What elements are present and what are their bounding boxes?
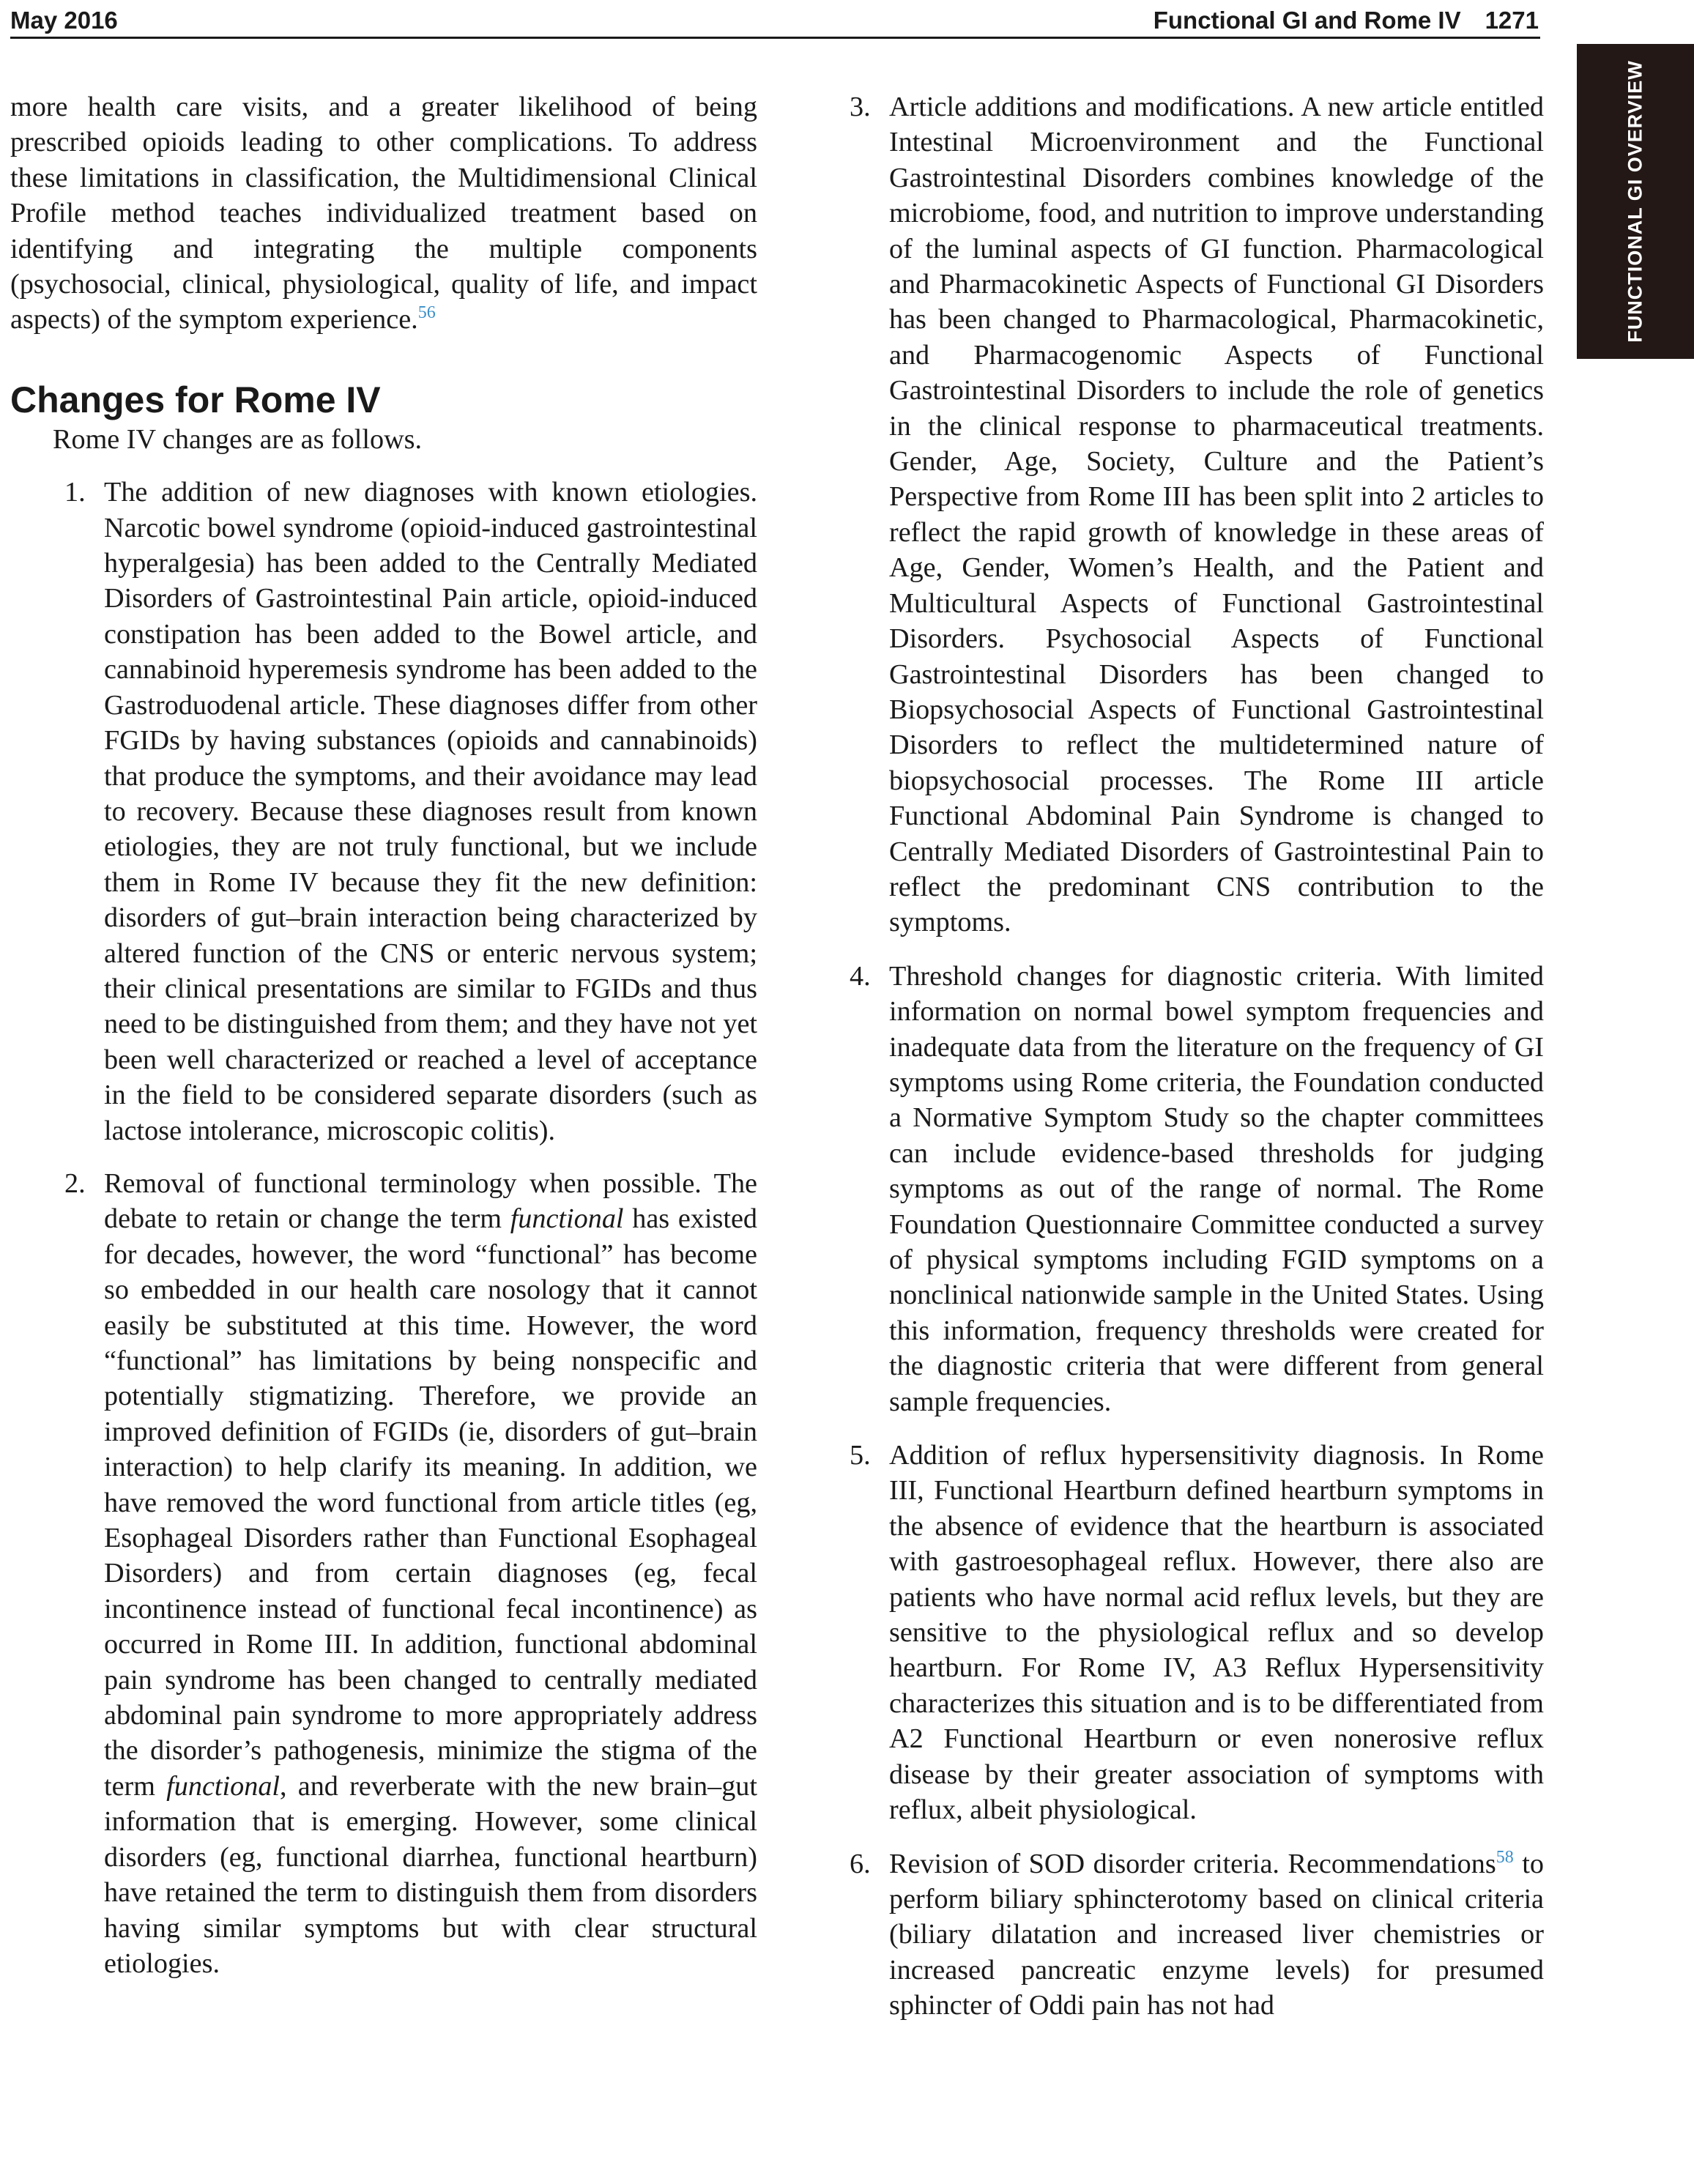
- reference-link[interactable]: 58: [1496, 1847, 1514, 1867]
- list-item-text: Revision of SOD disorder criteria. Recommendations$^{58}$ to perform biliary sphincterotomy based on clinical criteria (biliary dilatation and increased liver chemistries or increased pancreatic enzyme levels) for presumed sphincter of Oddi pain has not had: [889, 1847, 1544, 2021]
- section-side-tab: [1577, 44, 1694, 359]
- list-item-number: 4.: [850, 960, 871, 992]
- list-item-text: Article additions and modifications. A new article entitled Intestinal Microenvironment and the Functional Gastrointestinal Disorders combines knowledge of the microbiome, food, and nutrition to improve understanding of the luminal aspects of GI function. Pharmacological and Pharmacokinetic Aspects of Functional GI Disorders has been changed to Pharmacological, Pharmacokinetic, and Pharmacogenomic Aspects of Functional Gastrointestinal Disorders to include the role of genetics in the clinical response to pharmaceutical treatments. Gender, Age, Society, Culture and the Patient’s Perspective from Rome III has been split into 2 articles to reflect the rapid growth of knowledge in these areas of Age, Gender, Women’s Health, and the Patient and Multicultural Aspects of Functional Gastrointestinal Disorders. Psychosocial Aspects of Functional Gastrointestinal Disorders has been changed to Biopsychosocial Aspects of Functional Gastrointestinal Disorders to reflect the multidetermined nature of biopsychosocial processes. The Rome III article Functional Abdominal Pain Syndrome is changed to Centrally Mediated Disorders of Gastrointestinal Pain to reflect the predominant CNS contribution to the symptoms.: [889, 92, 1544, 938]
- reference-link[interactable]: 56: [417, 303, 436, 323]
- side-tab-label: FUNCTIONAL GI OVERVIEW: [1624, 60, 1646, 343]
- opening-paragraph: more health care visits, and a greater likelihood of being prescribed opioids leading to other complications. To address these limitations in classification, the Multidimensional Clinical Profile method teaches individualized treatment based on identifying and integrating the multiple components (psychosocial, clinical, physiological, quality of life, and impact aspects) of the symptom experience.$^{56}$: [10, 92, 757, 335]
- list-item: [850, 1846, 1544, 2024]
- section-intro: Rome IV changes are as follows.: [53, 423, 423, 455]
- list-item-number: 1.: [64, 477, 86, 508]
- list-item-text: The addition of new diagnoses with known etiologies. Narcotic bowel syndrome (opioid-induced gastrointestinal hyperalgesia) has been added to the Centrally Mediated Disorders of Gastrointestinal Pain article, opioid-induced constipation has been added to the Bowel article, and cannabinoid hyperemesis syndrome has been added to the Gastroduodenal article. These diagnoses differ from other FGIDs by having substances (opioids and cannabinoids) that produce the symptoms, and their avoidance may lead to recovery. Because these diagnoses result from known etiologies, they are not truly functional, but we include them in Rome IV because they fit the new definition: disorders of gut–brain interaction being characterized by altered function of the CNS or enteric nervous system; their clinical presentations are similar to FGIDs and thus need to be distinguished from them; and they have not yet been well characterized or reached a level of acceptance in the field to be considered separate disorders (such as lactose intolerance, microscopic colitis).: [104, 477, 757, 1146]
- list-item: [10, 1166, 757, 1981]
- emphasis-text: functional: [166, 1770, 281, 1802]
- header-journal-page: Functional GI and Rome IV 1271: [1153, 7, 1539, 34]
- changes-list: [10, 475, 757, 1981]
- list-item-text: Threshold changes for diagnostic criteria. With limited information on normal bowel symptom frequencies and inadequate data from the literature on the frequency of GI symptoms using Rome criteria, the Foundation conducted a Normative Symptom Study so the chapter committees can include evidence-based thresholds for judging symptoms as out of the range of normal. The Rome Foundation Questionnaire Committee conducted a survey of physical symptoms including FGID symptoms on a nonclinical nationwide sample in the United States. Using this information, frequency thresholds were created for the diagnostic criteria that were different from general sample frequencies.: [889, 960, 1544, 1417]
- list-item: [10, 475, 757, 1148]
- list-item: [850, 1438, 1544, 1827]
- list-item-number: 2.: [64, 1167, 86, 1199]
- list-item-number: 6.: [850, 1848, 871, 1879]
- running-head: [10, 4, 1540, 39]
- changes-list-continued: [850, 89, 1544, 2024]
- list-item: [850, 89, 1544, 940]
- left-column: [10, 89, 757, 1981]
- list-item: [850, 959, 1544, 1419]
- header-date: May 2016: [10, 7, 118, 34]
- section-heading: Changes for Rome IV: [10, 379, 381, 420]
- list-item-text: Addition of reflux hypersensitivity diagnosis. In Rome III, Functional Heartburn defined heartburn symptoms in the absence of evidence that the heartburn is associated with gastroesophageal reflux. However, there also are patients who have normal acid reflux levels, but they are sensitive to the physiological reflux and so develop heartburn. For Rome IV, A3 Reflux Hypersensitivity characterizes this situation and is to be differentiated from A2 Functional Heartburn or even nonerosive reflux disease by their greater association of symptoms with reflux, albeit physiological.: [889, 1440, 1544, 1826]
- list-item-number: 5.: [850, 1440, 871, 1471]
- emphasis-text: functional: [510, 1203, 624, 1235]
- right-column: [850, 89, 1544, 2042]
- list-item-number: 3.: [850, 92, 871, 122]
- list-item-text: Removal of functional terminology when possible. The debate to retain or change the term functional has existed for decades, however, the word “functional” has become so embedded in our health care nosology that it cannot easily be substituted at this time. However, the word “functional” has limitations by being nonspecific and potentially stigmatizing. Therefore, we provide an improved definition of FGIDs (ie, disorders of gut–brain interaction) to help clarify its meaning. In addition, we have removed the word functional from article titles (eg, Esophageal Disorders rather than Functional Esophageal Disorders) and from certain diagnoses (eg, fecal incontinence instead of functional fecal incontinence) as occurred in Rome III. In addition, functional abdominal pain syndrome has been changed to centrally mediated abdominal pain syndrome to more appropriately address the disorder’s pathogenesis, minimize the stigma of the term functional, and reverberate with the new brain–gut information that is emerging. However, some clinical disorders (eg, functional diarrhea, functional heartburn) have retained the term to distinguish them from disorders having similar symptoms but with clear structural etiologies.: [104, 1167, 758, 1979]
